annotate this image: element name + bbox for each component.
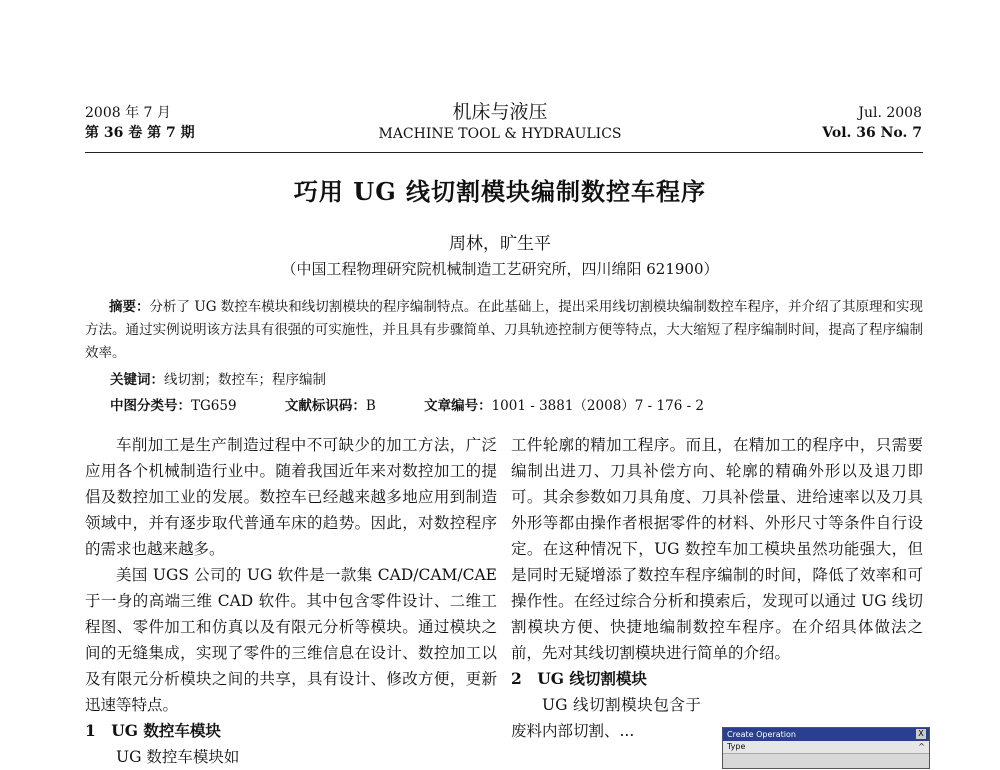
journal-name-en: MACHINE TOOL & HYDRAULICS [378, 126, 622, 142]
keywords-text: 线切割；数控车；程序编制 [164, 372, 326, 388]
dialog-title-bar [723, 728, 929, 741]
right-paragraph-1: 工件轮廓的精加工程序。而且，在精加工的程序中，只需要编制出进刀、刀具补偿方向、轮廓的精确外形以及退刀即可。其余参数如刀具角度、刀具补偿量、进给速率以及刀具外形等都由操作者根据零件的材料、外形尺寸等条件自行设定。在这种情况下，UG 数控车加工模块虽然功能强大，但是同时无疑增添了数控车程序编制的时间，降低了效率和可操作性。在经过综合分析和摸索后，发现可以通过 UG 线切割模块方便、快捷地编制数控车程序。在介绍具体做法之前，先对其线切割模块进行简单的介绍。 [511, 436, 923, 662]
left-paragraph-3: UG 数控车模块如 [116, 748, 240, 766]
keywords [110, 368, 326, 388]
left-paragraph-2: 美国 UGS 公司的 UG 软件是一款集 CAD/CAM/CAE 于一身的高端三维 CAD 软件。其中包含零件设计、二维工程图、零件加工和仿真以及有限元分析等模块。通过模块之间的无缝集成，实现了零件的三维信息在设计、数控加工以及有限元分析模块之间的共享，具有设计、修改方便，更新迅速等特点。 [85, 566, 497, 714]
header-right [822, 103, 922, 143]
dialog-type-row [723, 741, 929, 754]
abstract-text: 分析了 UG 数控车模块和线切割模块的程序编制特点。在此基础上，提出采用线切割模块编制数控车程序，并介绍了其原理和实现方法。通过实例说明该方法具有很强的可实施性，并且具有步骤简单、刀具轨迹控制方便等特点，大大缩短了程序编制时间，提高了程序编制效率。 [85, 299, 923, 361]
classification-line [110, 394, 748, 414]
issue-date-cn: 2008 年 7 月 [85, 105, 171, 121]
volume-en: Vol. 36 No. 7 [822, 125, 922, 141]
clc-label: 中图分类号： [110, 398, 191, 414]
section-heading-2: 2 UG 线切割模块 [511, 669, 647, 688]
left-paragraph-1: 车削加工是生产制造过程中不可缺少的加工方法，广泛应用各个机械制造行业中。随着我国近年来对数控加工的提倡及数控加工业的发展。数控车已经越来越多地应用到制造领域中，并有逐步取代普通车床的趋势。因此，对数控程序的需求也越来越多。 [85, 436, 497, 558]
abstract-label: 摘要： [109, 299, 150, 315]
section-heading-1: 1 UG 数控车模块 [85, 721, 221, 740]
article-number-value: 1001 - 3881（2008）7 - 176 - 2 [491, 398, 705, 414]
paper-title: 巧用 UG 线切割模块编制数控车程序 [293, 177, 707, 206]
doc-code-value: B [365, 398, 376, 414]
dialog-type-label: Type [727, 742, 746, 751]
abstract [85, 296, 923, 365]
article-number-label: 文章编号： [424, 398, 492, 414]
dialog-title: Create Operation [727, 730, 796, 739]
paper-authors: 周林，旷生平 [449, 234, 551, 254]
author-affiliation: （中国工程物理研究院机械制造工艺研究所，四川绵阳 621900） [281, 260, 719, 278]
chevron-up-icon: ^ [918, 742, 925, 751]
right-paragraph-2: UG 线切割模块包含于废料内部切割、... [511, 696, 701, 740]
header-rule [85, 152, 923, 153]
clc-value: TG659 [191, 398, 237, 414]
volume-cn: 第 36 卷 第 7 期 [85, 125, 195, 141]
issue-date-en: Jul. 2008 [858, 105, 922, 121]
doc-code-label: 文献标识码： [284, 398, 366, 414]
left-column [85, 432, 497, 770]
create-operation-dialog-figure [722, 727, 930, 769]
close-icon: X [916, 729, 926, 739]
keywords-label: 关键词： [110, 372, 164, 388]
right-column [511, 432, 923, 744]
journal-name-cn: 机床与液压 [452, 101, 548, 123]
